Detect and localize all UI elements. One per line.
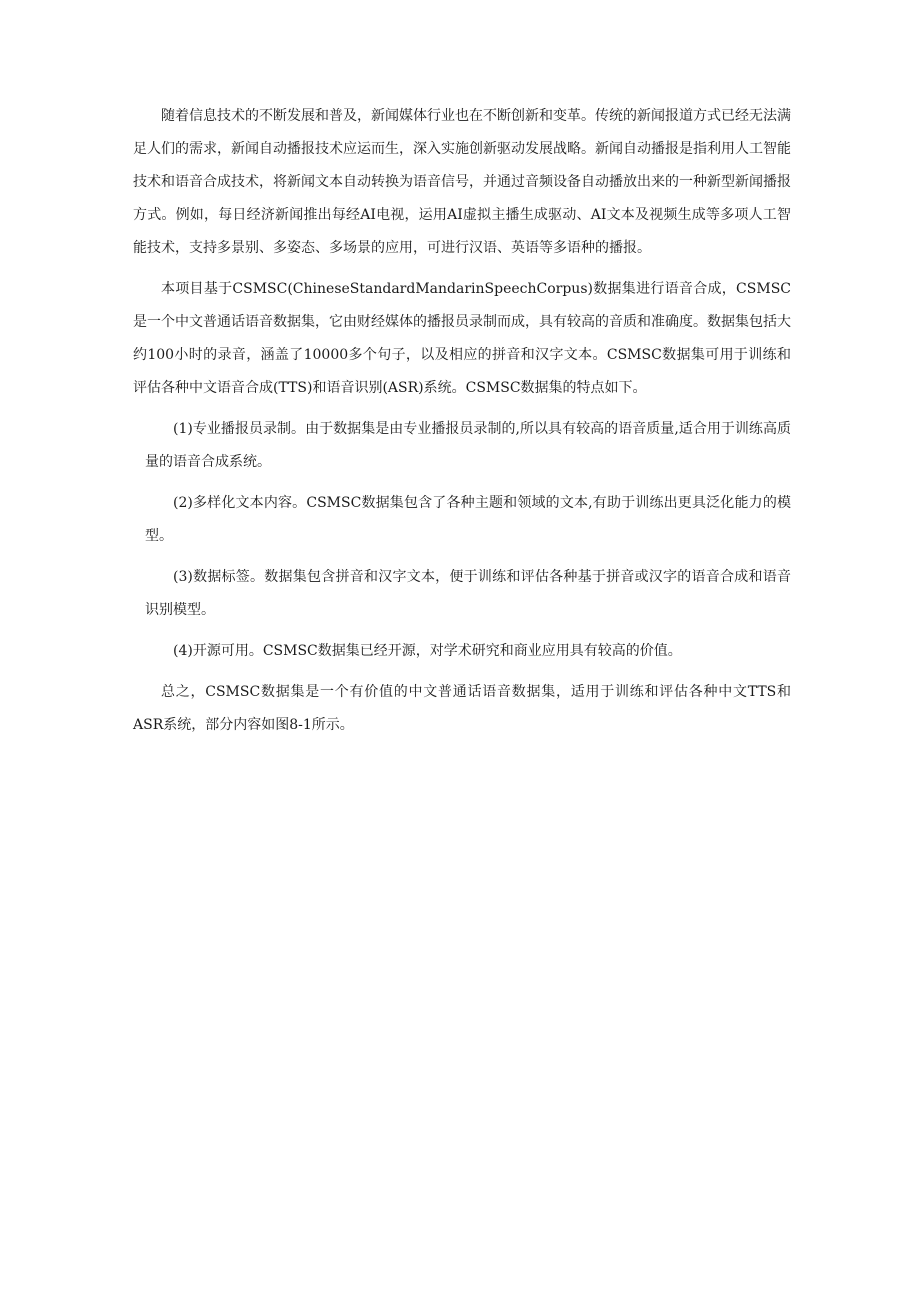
paragraph-dataset: 本项目基于CSMSC(ChineseStandardMandarinSpeechCorpus)数据集进行语音合成，CSMSC是一个中文普通话语音数据集，它由财经媒体的播报员录制而成，具有较高的音质和准确度。数据集包括大约100小时的录音，涵盖了10000多个句子，以及相应的拼音和汉字文本。CSMSC数据集可用于训练和评估各种中文语音合成(TTS)和语音识别(ASR)系统。CSMSC数据集的特点如下。 — [133, 281, 791, 396]
paragraph-summary: 总之，CSMSC数据集是一个有价值的中文普通话语音数据集，适用于训练和评估各种中文TTS和ASR系统，部分内容如图8-1所示。 — [133, 684, 791, 733]
list-item-3: (3)数据标签。数据集包含拼音和汉字文本，便于训练和评估各种基于拼音或汉字的语音合成和语音识别模型。 — [145, 569, 791, 618]
document-body — [133, 100, 791, 750]
list-item-1: (1)专业播报员录制。由于数据集是由专业播报员录制的,所以具有较高的语音质量,适合用于训练高质量的语音合成系统。 — [145, 421, 791, 470]
paragraph-intro: 随着信息技术的不断发展和普及，新闻媒体行业也在不断创新和变革。传统的新闻报道方式已经无法满足人们的需求，新闻自动播报技术应运而生，深入实施创新驱动发展战略。新闻自动播报是指利用人工智能技术和语音合成技术，将新闻文本自动转换为语音信号，并通过音频设备自动播放出来的一种新型新闻播报方式。例如，每日经济新闻推出每经AI电视，运用AI虚拟主播生成驱动、AI文本及视频生成等多项人工智能技术，支持多景别、多姿态、多场景的应用，可进行汉语、英语等多语种的播报。 — [133, 108, 791, 256]
list-item-4: (4)开源可用。CSMSC数据集已经开源，对学术研究和商业应用具有较高的价值。 — [173, 643, 682, 659]
list-item-2: (2)多样化文本内容。CSMSC数据集包含了各种主题和领域的文本,有助于训练出更具泛化能力的模型。 — [145, 495, 791, 544]
